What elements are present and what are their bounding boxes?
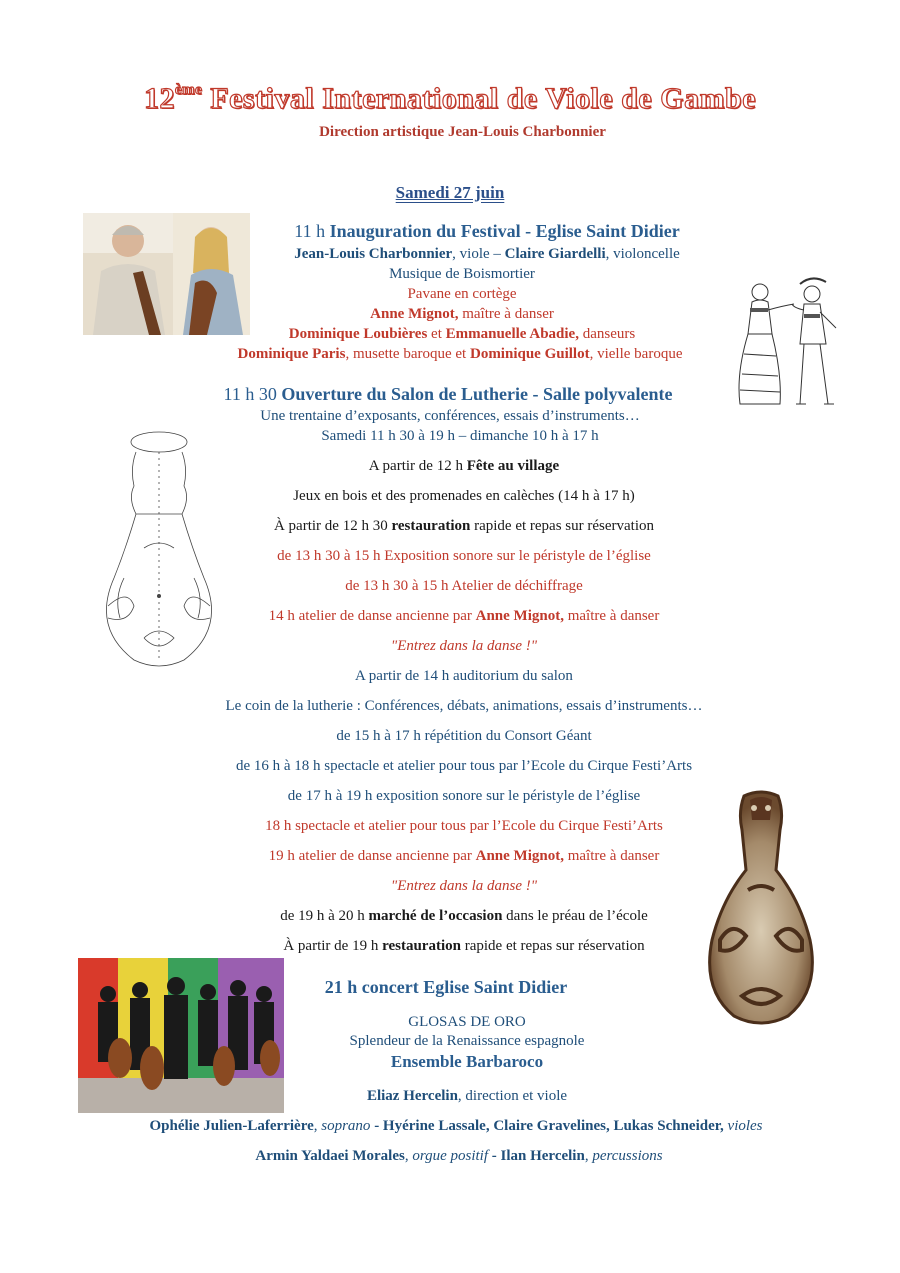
concert-program-title: GLOSAS DE ORO xyxy=(408,1014,526,1030)
program-item xyxy=(0,546,900,566)
inauguration-time: 11 h xyxy=(294,221,326,241)
program-item-text: A partir de 12 h xyxy=(368,458,467,474)
dance-master-role: maître à danser xyxy=(458,306,554,322)
dancer-name: Dominique Loubières xyxy=(288,326,428,342)
concert-heading: 21 h concert Eglise Saint Didier xyxy=(324,977,568,997)
artistic-direction: Direction artistique Jean-Louis Charbonnier xyxy=(319,124,606,140)
performer-name: Claire Giardelli xyxy=(504,246,606,262)
program-item xyxy=(0,576,900,596)
inauguration-performers xyxy=(0,244,900,264)
salon-title: Ouverture du Salon de Lutherie - Salle polyvalente xyxy=(281,384,673,404)
performer-role: percussions xyxy=(592,1148,663,1164)
program-item-highlight: Fête au village xyxy=(466,458,560,474)
separator-text: , xyxy=(404,1148,413,1164)
program-item-highlight: restauration xyxy=(391,518,471,534)
dance-master-name: Anne Mignot, xyxy=(370,306,459,322)
musician-role: , vielle baroque xyxy=(589,346,683,362)
program-item-text: rapide et repas sur réservation xyxy=(470,518,655,534)
program-item-text: de 13 h 30 à 15 h Atelier de déchiffrage xyxy=(345,578,583,594)
program-item-text: À partir de 12 h 30 xyxy=(273,518,392,534)
program-item xyxy=(0,606,900,626)
program-item-text: Jeux en bois et des promenades en calèches (14 h à 17 h) xyxy=(293,488,635,504)
program-item-text: 14 h atelier de danse ancienne par xyxy=(268,608,476,624)
program-item-text: de 17 h à 19 h exposition sonore sur le péristyle de l’église xyxy=(287,788,641,804)
separator-text: , xyxy=(313,1118,322,1134)
performer-role: orgue positif xyxy=(412,1148,489,1164)
program-item-text: de 16 h à 18 h spectacle et atelier pour tous par l’Ecole du Cirque Festi’Arts xyxy=(235,758,693,774)
program-item-text: rapide et repas sur réservation xyxy=(460,938,645,954)
dancer-role: danseurs xyxy=(578,326,636,342)
connector-text: et xyxy=(427,326,446,342)
concert-performers-line-2 xyxy=(0,1146,900,1166)
concert-performers-line-1 xyxy=(0,1116,900,1136)
inauguration-title: Inauguration du Festival - Eglise Saint Didier xyxy=(329,221,680,241)
program-item-highlight: restauration xyxy=(382,938,461,954)
title-number: 12 xyxy=(143,82,175,115)
program-item-text: maître à danser xyxy=(563,848,660,864)
director-name: Eliaz Hercelin xyxy=(366,1088,458,1104)
program-item-text: À partir de 19 h xyxy=(283,938,383,954)
program-item xyxy=(0,666,900,686)
salon-heading xyxy=(0,384,896,404)
musician-name: Dominique Guillot xyxy=(469,346,590,362)
program-item-text: "Entrez dans la danse !" xyxy=(390,878,538,894)
program-item xyxy=(0,846,900,866)
program-item-text: de 19 h à 20 h xyxy=(280,908,369,924)
program-item-text: de 13 h 30 à 15 h Exposition sonore sur le péristyle de l’église xyxy=(277,548,651,564)
performer-name: Ophélie Julien-Laferrière xyxy=(149,1118,314,1134)
program-item-text: "Entrez dans la danse !" xyxy=(390,638,538,654)
program-item-text: A partir de 14 h auditorium du salon xyxy=(355,668,573,684)
musician-name: Dominique Paris xyxy=(237,346,346,362)
performer-role: , violoncelle xyxy=(605,246,680,262)
program-item-highlight: marché de l’occasion xyxy=(368,908,503,924)
program-item xyxy=(0,936,900,956)
program-item-text: 19 h atelier de danse ancienne par xyxy=(268,848,476,864)
program-item xyxy=(0,516,900,536)
performer-role: , viole – xyxy=(452,246,505,262)
title-text: Festival International de Viole de Gambe xyxy=(202,82,757,115)
program-item-text: 18 h spectacle et atelier pour tous par l’Ecole du Cirque Festi’Arts xyxy=(265,818,663,834)
program-item-highlight: Anne Mignot, xyxy=(475,848,564,864)
inauguration-music: Musique de Boismortier xyxy=(389,266,535,282)
musician-role: , musette baroque et xyxy=(345,346,470,362)
event-date: Samedi 27 juin xyxy=(395,183,505,202)
director-role: , direction et viole xyxy=(457,1088,568,1104)
program-item-highlight: Anne Mignot, xyxy=(475,608,564,624)
program-item xyxy=(0,816,900,836)
salon-time: 11 h 30 xyxy=(223,384,277,404)
program-item-text: maître à danser xyxy=(563,608,660,624)
inauguration-heading xyxy=(0,221,900,241)
program-item xyxy=(0,876,900,896)
salon-description: Une trentaine d’exposants, conférences, essais d’instruments… xyxy=(260,408,640,424)
dancer-name: Emmanuelle Abadie, xyxy=(445,326,579,342)
program-item-text: dans le préau de l’école xyxy=(502,908,648,924)
concert-director xyxy=(0,1086,900,1106)
ensemble-name: Ensemble Barbaroco xyxy=(390,1052,544,1071)
performer-role: soprano xyxy=(321,1118,371,1134)
program-item xyxy=(0,906,900,926)
program-item xyxy=(0,726,900,746)
performer-name: - Ilan Hercelin xyxy=(488,1148,585,1164)
program-item xyxy=(0,756,900,776)
program-item xyxy=(0,636,900,656)
performer-names: - Hyérine Lassale, Claire Gravelines, Lukas Schneider, xyxy=(370,1118,724,1134)
separator-text: , xyxy=(584,1148,593,1164)
program-item-text: de 15 h à 17 h répétition du Consort Géant xyxy=(336,728,592,744)
inauguration-pavane: Pavane en cortège xyxy=(407,286,517,302)
program-item xyxy=(0,786,900,806)
program-item xyxy=(0,696,900,716)
concert-program-subtitle: Splendeur de la Renaissance espagnole xyxy=(349,1033,585,1049)
program-item-text: Le coin de la lutherie : Conférences, débats, animations, essais d’instruments… xyxy=(225,698,703,714)
program-item xyxy=(0,456,900,476)
title-superscript: ème xyxy=(174,82,203,98)
salon-hours: Samedi 11 h 30 à 19 h – dimanche 10 h à 17 h xyxy=(321,428,599,444)
festival-title xyxy=(0,82,900,116)
program-item xyxy=(0,486,900,506)
performer-name: Jean-Louis Charbonnier xyxy=(294,246,453,262)
performer-role: violes xyxy=(723,1118,763,1134)
performer-name: Armin Yaldaei Morales xyxy=(255,1148,405,1164)
